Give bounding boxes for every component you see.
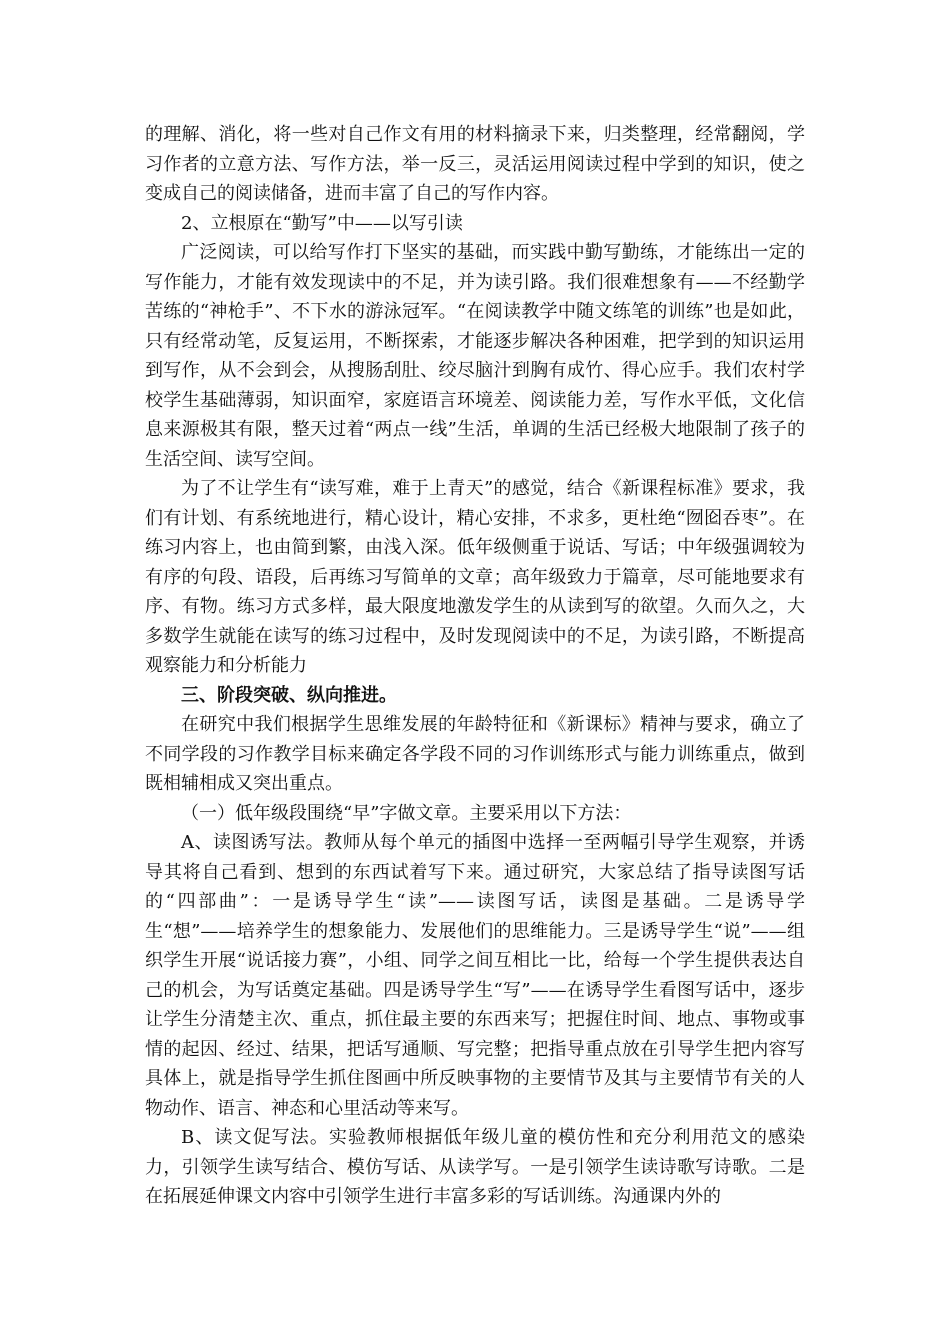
paragraph-wide-reading: 广泛阅读，可以给写作打下坚实的基础，而实践中勤写勤练，才能练出一定的写作能力，才能有效发现读中的不足，并为读引路。我们很难想象有——不经勤学苦练的“神枪手”、不下水的游泳冠军。“在阅读教学中随文练笔的训练”也是如此，只有经常动笔，反复运用，不断探索，才能逐步解决各种困难，把学到的知识运用到写作，从不会到会，从搜肠刮肚、绞尽脑汁到胸有成竹、得心应手。我们农村学校学生基础薄弱，知识面窄，家庭语言环境差、阅读能力差，写作水平低，文化信息来源极其有限，整天过着“两点一线”生活，单调的生活已经极大地限制了孩子的生活空间、读写空间。 (145, 242, 805, 470)
paragraph-research-goals: 在研究中我们根据学生思维发展的年龄特征和《新课标》精神与要求，确立了不同学段的习作教学目标来确定各学段不同的习作训练形式与能力训练重点，做到既相辅相成又突出重点。 (145, 714, 805, 794)
section-heading-three: 三、阶段突破、纵向推进。 (181, 684, 397, 706)
paragraph-curriculum-plan: 为了不让学生有“读写难，难于上青天”的感觉，结合《新课程标准》要求，我们有计划、有系统地进行，精心设计，精心安排，不求多，更杜绝“囫囵吞枣”。在练习内容上，也由简到繁，由浅入深。低年级侧重于说话、写话；中年级强调较为有序的句段、语段，后再练习写简单的文章；高年级致力于篇章，尽可能地要求有序、有物。练习方式多样，最大限度地激发学生的从读到写的欲望。久而久之，大多数学生就能在读写的练习过程中，及时发现阅读中的不足，为读引路，不断提高观察能力和分析能力 (145, 478, 805, 676)
paragraph-continued: 的理解、消化，将一些对自己作文有用的材料摘录下来，归类整理，经常翻阅，学习作者的立意方法、写作方法，举一反三，灵活运用阅读过程中学到的知识，使之变成自己的阅读储备，进而丰富了自己的写作内容。 (145, 124, 805, 204)
paragraph-method-a: A、读图诱写法。教师从每个单元的插图中选择一至两幅引导学生观察，并诱导其将自己看到、想到的东西试着写下来。通过研究，大家总结了指导读图写话的“四部曲”：一是诱导学生“读”——读图写话，读图是基础。二是诱导学生“想”——培养学生的想象能力、发展他们的思维能力。三是诱导学生“说”——组织学生开展“说话接力赛”，小组、同学之间互相比一比，给每一个学生提供表达自己的机会，为写话奠定基础。四是诱导学生“写”——在诱导学生看图写话中，逐步让学生分清楚主次、重点，抓住最主要的东西来写；把握住时间、地点、事物或事情的起因、经过、结果，把话写通顺、写完整；把指导重点放在引导学生把内容写具体上，就是指导学生抓住图画中所反映事物的主要情节及其与主要情节有关的人物动作、语言、神态和心里活动等来写。 (145, 832, 805, 1119)
document-page (145, 120, 805, 1212)
subheading-write-to-read: 2、立根原在“勤写”中——以写引读 (181, 212, 463, 234)
subheading-lower-grades: （一）低年级段围绕“早”字做文章。主要采用以下方法： (181, 802, 632, 824)
paragraph-method-b: B、读文促写法。实验教师根据低年级儿童的模仿性和充分利用范文的感染力，引领学生读写结合、模仿写话、从读学写。一是引领学生读诗歌写诗歌。二是在拓展延伸课文内容中引领学生进行丰富多彩的写话训练。沟通课内外的 (145, 1127, 805, 1207)
